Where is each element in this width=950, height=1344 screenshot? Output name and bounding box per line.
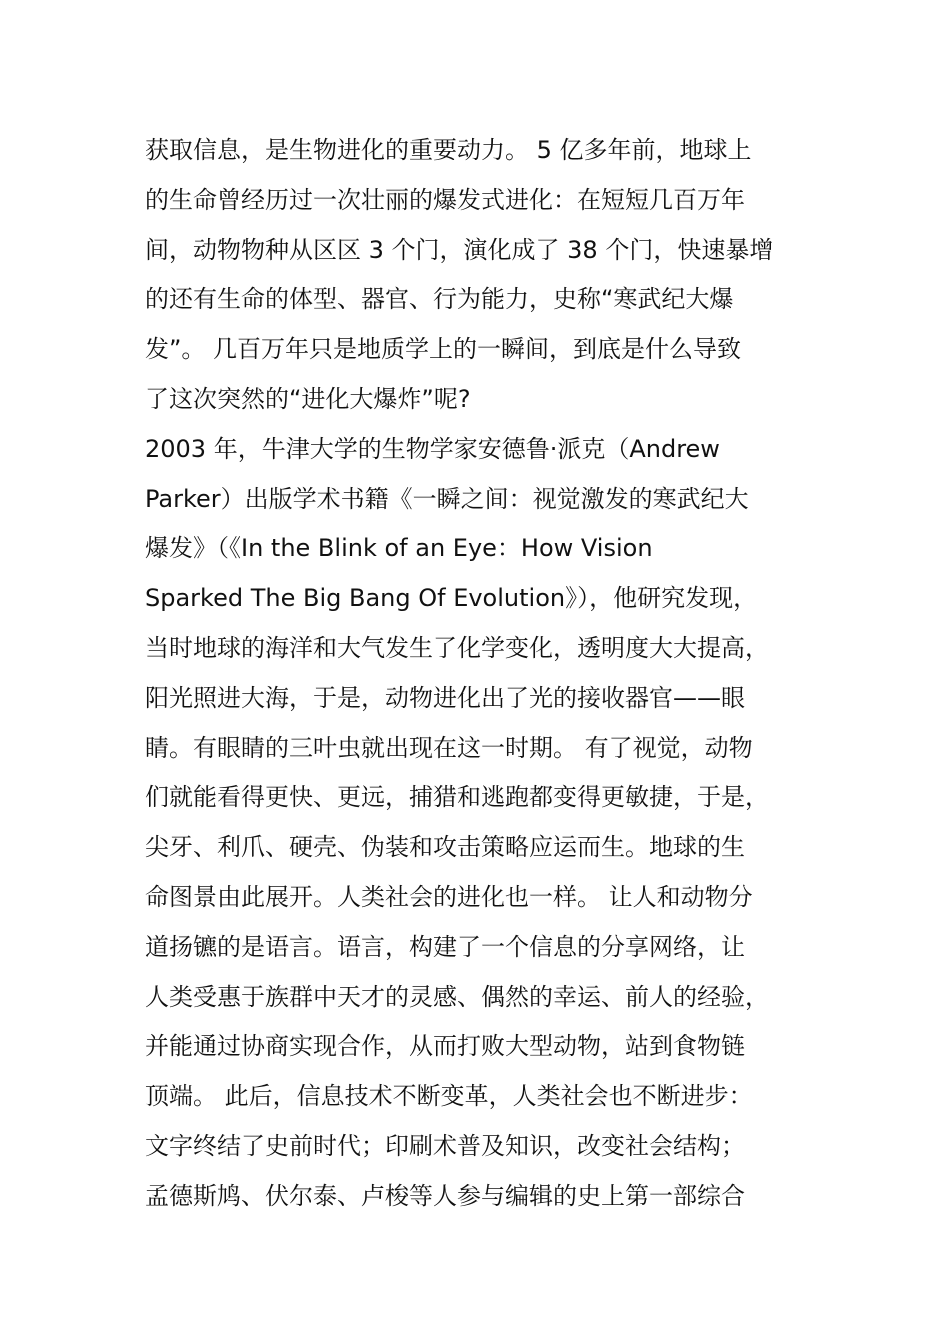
text-line: 尖牙、利爪、硬壳、伪装和攻击策略应运而生。地球的生 [145,833,745,862]
text-line: 并能通过协商实现合作，从而打败大型动物，站到食物链 [145,1032,745,1061]
text-line: 爆发》（《In the Blink of an Eye：How Vision [145,534,653,563]
text-line: Parker）出版学术书籍《一瞬之间：视觉激发的寒武纪大 [145,484,749,513]
text-line: 的还有生命的体型、器官、行为能力，史称“寒武纪大爆 [145,285,734,314]
text-line: 顶端。 此后，信息技术不断变革，人类社会也不断进步： [145,1082,753,1111]
text-line: 人类受惠于族群中天才的灵感、偶然的幸运、前人的经验， [145,982,769,1011]
text-line: 孟德斯鸠、伏尔泰、卢梭等人参与编辑的史上第一部综合 [145,1181,745,1210]
body-text [145,126,825,1222]
text-line: 获取信息，是生物进化的重要动力。 5 亿多年前，地球上 [145,136,752,164]
text-line: 发”。 几百万年只是地质学上的一瞬间，到底是什么导致 [145,335,742,364]
text-line: 间，动物物种从区区 3 个门，演化成了 38 个门，快速暴增 [145,235,774,264]
text-line: 们就能看得更快、更远，捕猎和逃跑都变得更敏捷，于是， [145,783,769,812]
text-line: 的生命曾经历过一次壮丽的爆发式进化：在短短几百万年 [145,185,745,214]
text-line: 当时地球的海洋和大气发生了化学变化，透明度大大提高， [145,633,769,662]
text-line: 睛。有眼睛的三叶虫就出现在这一时期。 有了视觉，动物 [145,733,753,762]
text-line: 道扬镳的是语言。语言，构建了一个信息的分享网络，让 [145,932,745,961]
text-line: 2003 年，牛津大学的生物学家安德鲁·派克（Andrew [145,434,720,463]
text-line: 文字终结了史前时代；印刷术普及知识，改变社会结构； [145,1131,745,1160]
text-line: 阳光照进大海，于是，动物进化出了光的接收器官——眼 [145,683,745,712]
text-line: Sparked The Big Bang Of Evolution》），他研究发现， [145,584,758,613]
text-line: 命图景由此展开。人类社会的进化也一样。 让人和动物分 [145,882,753,911]
text-line: 了这次突然的“进化大爆炸”呢? [145,384,471,413]
